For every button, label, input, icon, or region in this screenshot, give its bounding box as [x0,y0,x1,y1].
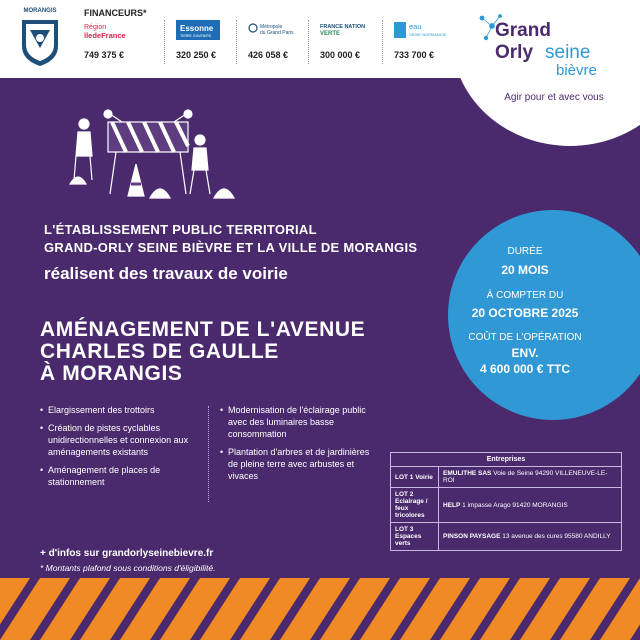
website-link[interactable]: + d'infos sur grandorlyseinebievre.fr [40,548,214,559]
works-list-left [40,404,200,494]
hazard-stripes [0,578,640,640]
start-label: À COMPTER DU [486,290,564,301]
duration-label: DURÉE [507,246,543,257]
funder-logo-line1: Métropole [260,24,283,30]
divider [308,20,309,64]
company-cell [439,523,622,551]
intro-line-1: L'ÉTABLISSEMENT PUBLIC TERRITORIAL [44,222,317,237]
brand-name-seine: seine [545,42,591,63]
funder-amount: 320 250 € [176,50,217,60]
table-row [391,467,622,488]
funder-amount: 733 700 € [394,50,435,60]
divider [208,406,209,502]
list-item: • Modernisation de l'éclairage public avec des luminaires basse consommation [220,404,370,440]
start-value: 20 OCTOBRE 2025 [471,306,579,320]
eau-seine-normandie-logo-icon [394,20,456,42]
funder-logo-line2: TERRE D'AVENIRS [180,34,212,38]
company-address: 1 impasse Arago 91420 MORANGIS [462,501,568,509]
intro-line-3: réalisent des travaux de voirie [44,264,288,283]
company-address: Voie de Seine 94290 VILLENEUVE-LE-ROI [443,470,608,484]
works-list-right [220,404,370,488]
funder-logo-line1: FRANCE NATION [320,24,366,30]
project-title-line-1: AMÉNAGEMENT DE L'AVENUE [40,318,366,341]
funder-logo-line2: îledeFrance [84,31,126,40]
metropole-grand-paris-logo-icon [248,20,310,42]
companies-table [390,452,622,551]
table-row [391,523,622,551]
divider [236,20,237,64]
region-idf-logo-icon [84,20,146,42]
project-title-line-2: CHARLES DE GAULLE [40,340,279,363]
list-item: • Plantation d'arbres et de jardinières de pleine terre avec arbustes et vivaces [220,446,370,482]
company-name: PINSON PAYSAGE [443,533,501,540]
funder-eau-seine-normandie [394,20,456,66]
funder-logo-line1: Essonne [180,24,214,33]
list-item: • Elargissement des trottoirs [40,404,200,416]
funder-logo-line1: eau [409,22,422,31]
list-item: • Création de pistes cyclables unidirectionnelles et connexion aux aménagements existants [40,422,200,458]
funder-mgp [248,20,310,66]
brand-name-bievre: bièvre [556,62,597,79]
funder-amount: 426 058 € [248,50,289,60]
cost-value-prefix: ENV. [511,346,539,360]
morangis-crest-icon [18,8,62,68]
roadworks-illustration-icon [50,104,250,204]
funder-amount: 749 375 € [84,50,125,60]
table-header-row [391,453,622,467]
france-nation-verte-logo-icon [320,20,382,42]
project-title-line-3: À MORANGIS [40,362,183,385]
brand-slogan: Agir pour et avec vous [504,92,604,103]
funder-logo-line2: SEINE NORMANDIE [409,32,447,37]
company-address: 13 avenue des cures 95580 ANDILLY [502,533,611,540]
companies-header: Entreprises [391,453,622,467]
footnote: * Montants plafond sous conditions d'éligibilité. [40,563,216,573]
table-row [391,488,622,523]
divider [164,20,165,64]
brand-name-orly: Orly [495,42,534,63]
essonne-logo-icon [176,20,238,42]
lot-cell: LOT 2 Eclairage / feux tricolores [391,488,439,523]
funder-essonne [176,20,238,66]
funder-france-nation-verte [320,20,382,66]
morangis-name: MORANGIS [23,8,57,14]
financeurs-label: FINANCEURS* [84,8,147,18]
company-name: HELP [443,501,461,509]
funder-region-idf [84,20,146,66]
funder-logo-line2: du Grand Paris [260,30,294,36]
company-name: EMULITHE SAS [443,470,492,477]
duration-value: 20 MOIS [501,263,549,277]
cost-label: COÛT DE L'OPÉRATION [468,332,582,343]
list-item: • Aménagement de places de stationnement [40,464,200,488]
funder-logo-line2: VERTE [320,31,341,37]
company-cell [439,488,622,523]
company-cell [439,467,622,488]
lot-cell: LOT 1 Voirie [391,467,439,488]
funder-amount: 300 000 € [320,50,361,60]
lot-cell: LOT 3 Espaces verts [391,523,439,551]
intro-line-2: GRAND-ORLY SEINE BIÈVRE ET LA VILLE DE MORANGIS [44,240,418,255]
divider [382,20,383,64]
brand-name-grand: Grand [495,20,551,41]
funder-logo-line1: Région [84,24,107,31]
cost-value: 4 600 000 € TTC [479,362,571,376]
